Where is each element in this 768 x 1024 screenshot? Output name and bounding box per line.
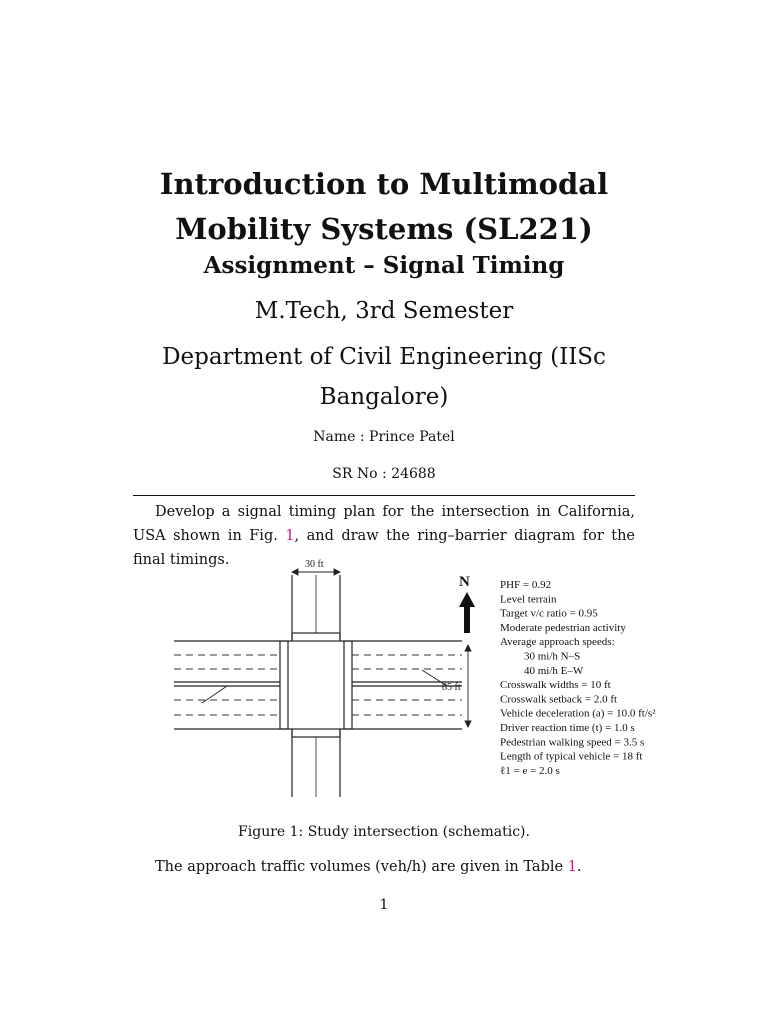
parameter-list <box>500 579 656 777</box>
parameter-item: Crosswalk widths = 10 ft <box>500 679 611 692</box>
parameter-item: PHF = 0.92 <box>500 579 552 591</box>
department-line-2: Bangalore) <box>319 384 449 410</box>
parameter-item: Crosswalk setback = 2.0 ft <box>500 693 618 706</box>
table-reference-link[interactable]: 1 <box>567 859 577 875</box>
parameter-item: Vehicle deceleration (a) = 10.0 ft/s² <box>500 707 656 720</box>
north-label: N <box>459 574 470 590</box>
volumes-text-1: The approach traffic volumes (veh/h) are given in Table <box>155 859 568 875</box>
figure-reference-link[interactable]: 1 <box>285 528 295 544</box>
department-block <box>0 337 768 417</box>
volumes-text-2: . <box>576 859 582 875</box>
parameter-item: Target v/c ratio = 0.95 <box>500 607 598 620</box>
north-arrow-icon <box>459 592 475 633</box>
width-dimension-label: 30 ft <box>305 559 324 570</box>
intro-text-2: , and draw the ring–barrier diagram for the final timings. <box>133 528 636 568</box>
parameter-item: Pedestrian walking speed = 3.5 s <box>500 736 645 749</box>
figure-caption: Figure 1: Study intersection (schematic). <box>238 824 530 840</box>
parameter-item: Driver reaction time (t) = 1.0 s <box>500 722 635 734</box>
parameter-item: 30 mi/h N–S <box>524 650 581 663</box>
title-line-1: Introduction to Multimodal <box>159 167 609 201</box>
parameter-item: Moderate pedestrian activity <box>500 621 626 634</box>
volumes-paragraph <box>155 859 582 875</box>
sr-number: SR No : 24688 <box>332 466 436 482</box>
length-dimension-label: 85 ft <box>442 682 461 693</box>
assignment-subtitle: Assignment – Signal Timing <box>203 252 565 279</box>
page-number: 1 <box>379 897 389 913</box>
intro-text-1: Develop a signal timing plan for the intersection in California, USA shown in Fig. <box>133 504 635 544</box>
parameter-item: 40 mi/h E–W <box>524 664 584 677</box>
semester-line: M.Tech, 3rd Semester <box>254 298 514 324</box>
document-title <box>0 162 768 252</box>
intersection-figure <box>172 555 732 800</box>
title-line-2: Mobility Systems (SL221) <box>175 212 593 246</box>
department-line-1: Department of Civil Engineering (IISc <box>162 344 606 370</box>
parameter-item: Level terrain <box>500 593 557 606</box>
parameter-item: Average approach speeds: <box>500 636 615 649</box>
parameter-item: Length of typical vehicle = 18 ft <box>500 750 643 763</box>
header-divider <box>133 495 635 496</box>
author-name: Name : Prince Patel <box>313 429 455 445</box>
parameter-item: ℓ1 = e = 2.0 s <box>500 764 560 777</box>
